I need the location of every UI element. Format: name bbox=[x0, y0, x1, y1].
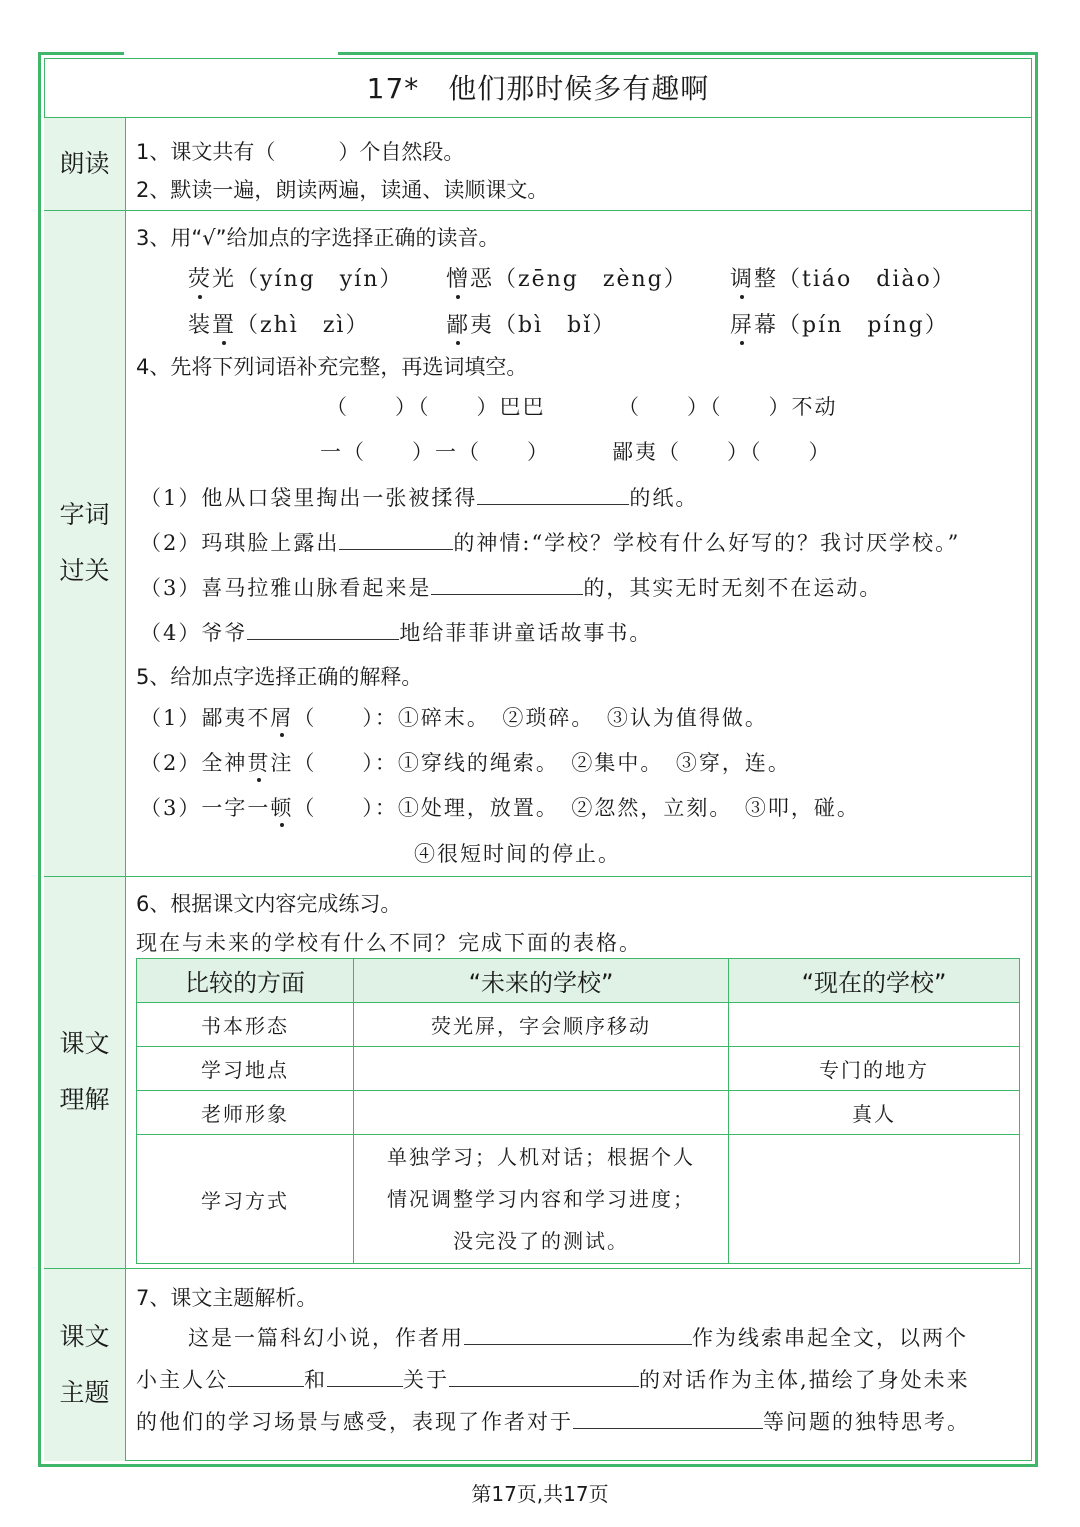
meaning-item: ④很短时间的停止。 bbox=[414, 842, 621, 866]
table-cell[interactable] bbox=[354, 1047, 729, 1091]
answer-blank[interactable] bbox=[228, 1364, 304, 1387]
pinyin-item: 调整（tiáo diào） bbox=[730, 267, 956, 292]
word-blank: （ ）（ ）不动 bbox=[618, 395, 838, 419]
word-blank: 鄙夷（ ）（ ） bbox=[612, 440, 832, 464]
theme-line: 这是一篇科幻小说，作者用 作为线索串起全文，以两个 bbox=[188, 1322, 968, 1352]
fill-sentence: （1）他从口袋里掏出一张被揉得 的纸。 bbox=[140, 482, 698, 512]
fill-sentence: （2）玛琪脸上露出 的神情:“学校？学校有什么好写的？我讨厌学校。” bbox=[140, 527, 960, 557]
question-6-sub: 现在与未来的学校有什么不同？完成下面的表格。 bbox=[136, 931, 642, 955]
word-blank: 一（ ）一（ ） bbox=[320, 440, 550, 464]
fill-sentence: （3）喜马拉雅山脉看起来是 的，其实无时无刻不在运动。 bbox=[140, 572, 882, 602]
section-label-words: 字词 过关 bbox=[44, 210, 126, 876]
table-cell: 单独学习；人机对话；根据个人 情况调整学习内容和学习进度； 没完没了的测试。 bbox=[354, 1135, 729, 1264]
table-cell[interactable] bbox=[354, 1091, 729, 1135]
pinyin-item: 装置（zhì zì） bbox=[188, 313, 370, 338]
section-label-reading: 朗读 bbox=[44, 118, 126, 210]
answer-blank[interactable] bbox=[449, 1364, 639, 1387]
frame-tab bbox=[124, 46, 338, 58]
question-4: 4、先将下列词语补充完整，再选词填空。 bbox=[136, 355, 528, 379]
pinyin-item: 屏幕（pín píng） bbox=[730, 313, 949, 338]
table-cell: 老师形象 bbox=[137, 1091, 354, 1135]
word-blank: （ ）（ ）巴巴 bbox=[326, 395, 546, 419]
comparison-table bbox=[136, 958, 1020, 1264]
answer-blank[interactable] bbox=[247, 617, 399, 640]
answer-blank[interactable] bbox=[477, 482, 629, 505]
meaning-item: （3）一字一顿（ ）：①处理，放置。 ②忽然，立刻。 ③叩，碰。 bbox=[140, 796, 860, 820]
theme-line: 的他们的学习场景与感受，表现了作者对于 等问题的独特思考。 bbox=[136, 1406, 970, 1436]
answer-blank[interactable] bbox=[573, 1406, 763, 1429]
section-label-understanding: 课文 理解 bbox=[44, 876, 126, 1268]
answer-blank[interactable] bbox=[339, 527, 453, 550]
table-row bbox=[137, 1135, 1020, 1264]
meaning-item: （1）鄙夷不屑（ ）：①碎末。 ②琐碎。 ③认为值得做。 bbox=[140, 706, 768, 730]
section-label-theme: 课文 主题 bbox=[44, 1268, 126, 1461]
meaning-item: （2）全神贯注（ ）：①穿线的绳索。 ②集中。 ③穿，连。 bbox=[140, 751, 791, 775]
table-cell: 荧光屏，字会顺序移动 bbox=[354, 1003, 729, 1047]
table-cell: 真人 bbox=[729, 1091, 1020, 1135]
table-row bbox=[137, 1091, 1020, 1135]
pinyin-item: 鄙夷（bì bǐ） bbox=[446, 313, 617, 338]
table-cell: 专门的地方 bbox=[729, 1047, 1020, 1091]
pinyin-item: 憎恶（zēng zèng） bbox=[446, 267, 688, 292]
fill-sentence: （4）爷爷 地给菲菲讲童话故事书。 bbox=[140, 617, 652, 647]
pinyin-item: 荧光（yíng yín） bbox=[188, 267, 404, 292]
answer-blank[interactable] bbox=[327, 1364, 403, 1387]
answer-blank[interactable] bbox=[464, 1322, 692, 1345]
table-cell: 学习地点 bbox=[137, 1047, 354, 1091]
column-header: “未来的学校” bbox=[354, 959, 729, 1003]
divider bbox=[44, 1268, 1032, 1269]
answer-blank[interactable] bbox=[431, 572, 583, 595]
column-header: 比较的方面 bbox=[137, 959, 354, 1003]
question-5: 5、给加点字选择正确的解释。 bbox=[136, 665, 423, 689]
table-cell: 书本形态 bbox=[137, 1003, 354, 1047]
question-1: 1、课文共有（ ）个自然段。 bbox=[136, 140, 465, 164]
table-cell: 学习方式 bbox=[137, 1135, 354, 1264]
table-row bbox=[137, 1003, 1020, 1047]
question-6: 6、根据课文内容完成练习。 bbox=[136, 892, 402, 916]
table-cell[interactable] bbox=[729, 1003, 1020, 1047]
theme-line: 小主人公 和 关于 的对话作为主体,描绘了身处未来 bbox=[136, 1364, 970, 1394]
question-7: 7、课文主题解析。 bbox=[136, 1286, 318, 1310]
page-footer: 第17页,共17页 bbox=[471, 1482, 609, 1506]
divider bbox=[44, 876, 1032, 877]
question-3: 3、用“√”给加点的字选择正确的读音。 bbox=[136, 226, 500, 250]
question-2: 2、默读一遍，朗读两遍，读通、读顺课文。 bbox=[136, 178, 549, 202]
page-title: 17* 他们那时候多有趣啊 bbox=[44, 58, 1032, 118]
table-row bbox=[137, 1047, 1020, 1091]
column-header: “现在的学校” bbox=[729, 959, 1020, 1003]
divider bbox=[44, 210, 1032, 211]
table-header-row bbox=[137, 959, 1020, 1003]
table-cell[interactable] bbox=[729, 1135, 1020, 1264]
